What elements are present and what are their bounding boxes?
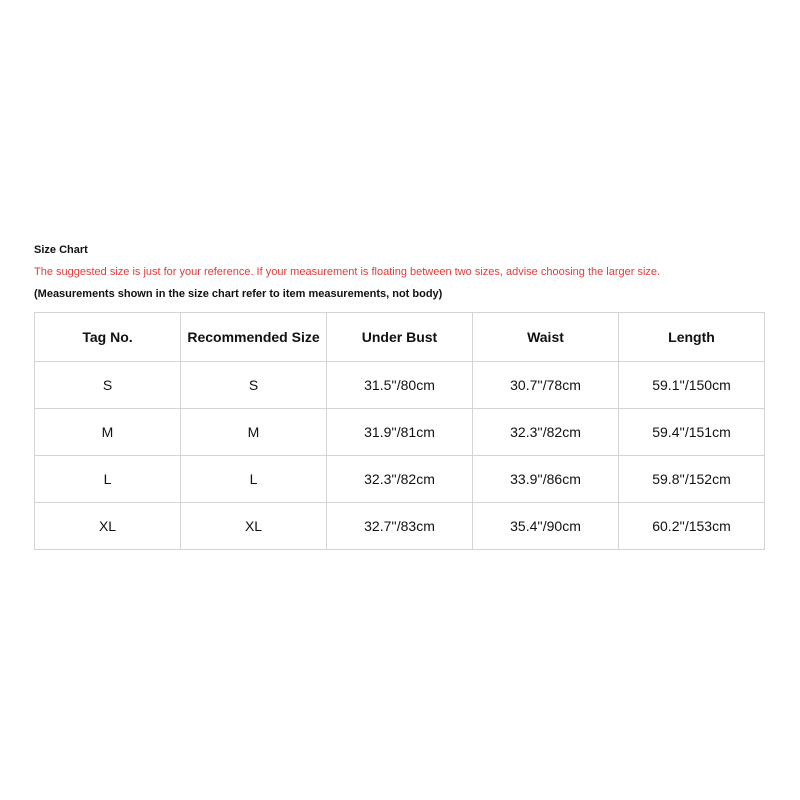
header-under-bust: Under Bust	[327, 313, 473, 362]
chart-title: Size Chart	[34, 244, 88, 256]
table-row	[35, 362, 765, 409]
cell-tag-no: L	[35, 456, 181, 503]
cell-length: 59.4''/151cm	[619, 409, 765, 456]
cell-under-bust: 32.3''/82cm	[327, 456, 473, 503]
cell-waist: 33.9''/86cm	[473, 456, 619, 503]
cell-waist: 30.7''/78cm	[473, 362, 619, 409]
cell-recommended-size: M	[181, 409, 327, 456]
table-row	[35, 503, 765, 550]
cell-under-bust: 31.9''/81cm	[327, 409, 473, 456]
cell-tag-no: XL	[35, 503, 181, 550]
header-tag-no: Tag No.	[35, 313, 181, 362]
cell-length: 60.2''/153cm	[619, 503, 765, 550]
header-waist: Waist	[473, 313, 619, 362]
cell-recommended-size: L	[181, 456, 327, 503]
cell-length: 59.1''/150cm	[619, 362, 765, 409]
cell-recommended-size: S	[181, 362, 327, 409]
header-recommended-size: Recommended Size	[181, 313, 327, 362]
cell-under-bust: 32.7''/83cm	[327, 503, 473, 550]
cell-length: 59.8''/152cm	[619, 456, 765, 503]
cell-tag-no: S	[35, 362, 181, 409]
header-length: Length	[619, 313, 765, 362]
table-row	[35, 456, 765, 503]
size-chart	[34, 243, 765, 534]
cell-waist: 35.4''/90cm	[473, 503, 619, 550]
table-header-row	[35, 313, 765, 362]
cell-tag-no: M	[35, 409, 181, 456]
cell-waist: 32.3''/82cm	[473, 409, 619, 456]
size-table	[34, 312, 765, 550]
cell-under-bust: 31.5''/80cm	[327, 362, 473, 409]
table-row	[35, 409, 765, 456]
measurement-disclaimer: (Measurements shown in the size chart refer to item measurements, not body)	[34, 288, 443, 300]
reference-note: The suggested size is just for your reference. If your measurement is floating between two sizes, advise choosing the larger size.	[34, 266, 661, 278]
cell-recommended-size: XL	[181, 503, 327, 550]
